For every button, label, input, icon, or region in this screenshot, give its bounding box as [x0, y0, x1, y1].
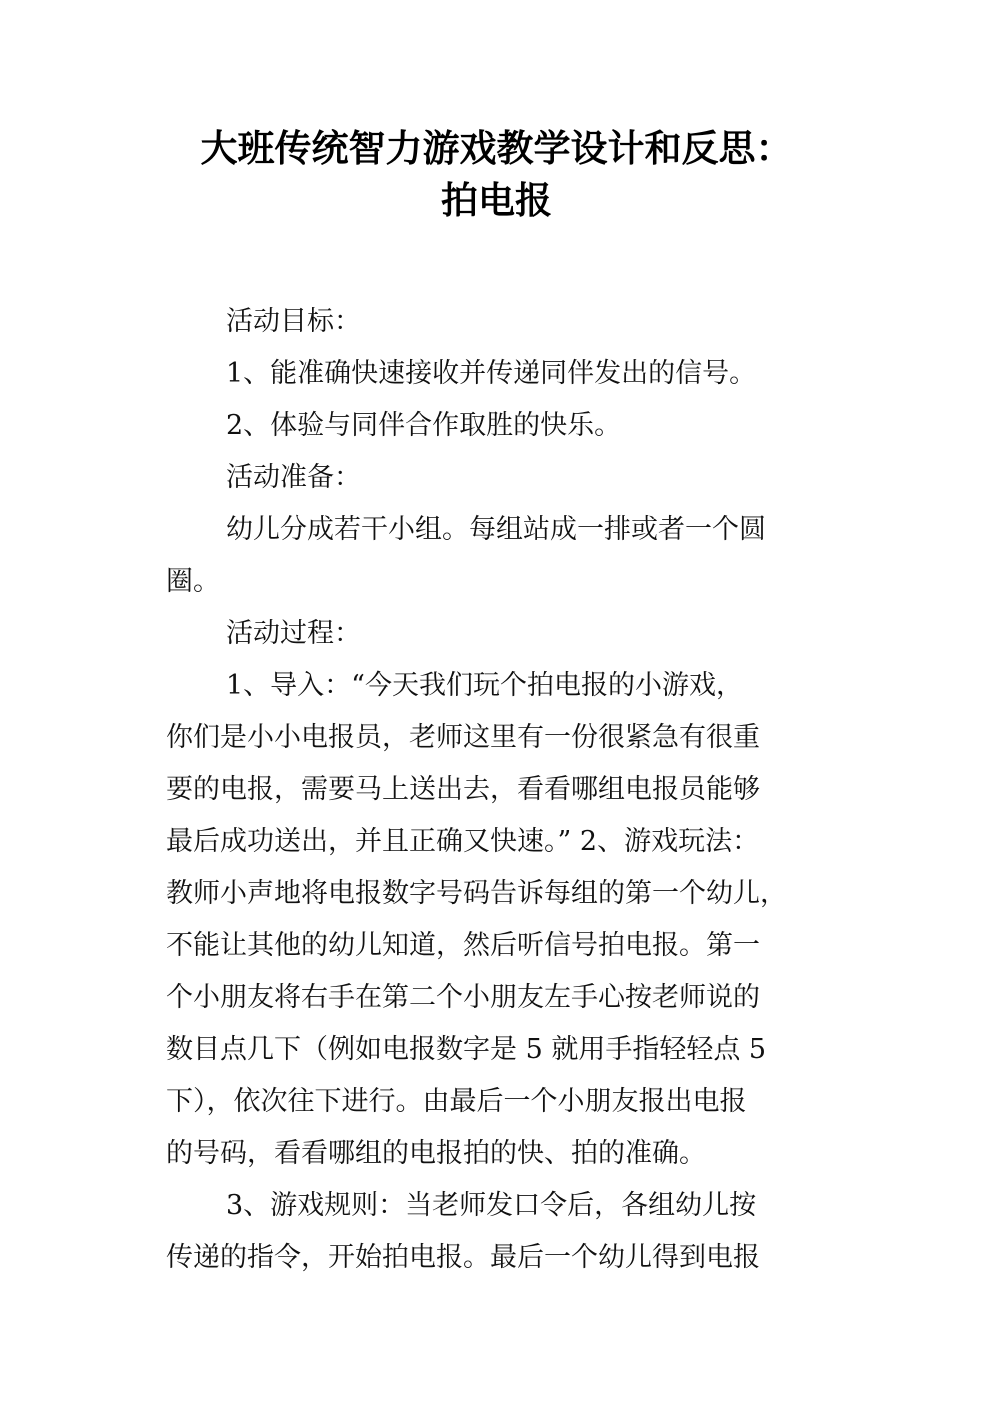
paragraph-line: 1、导入：“今天我们玩个拍电报的小游戏， — [226, 670, 743, 701]
paragraph-line: 数目点几下（例如电报数字是 5 就用手指轻轻点 5 — [166, 1034, 767, 1065]
paragraph-line: 的号码，看看哪组的电报拍的快、拍的准确。 — [166, 1138, 706, 1169]
paragraph-line: 1、能准确快速接收并传递同伴发出的信号。 — [226, 358, 757, 389]
paragraph-line: 个小朋友将右手在第二个小朋友左手心按老师说的 — [166, 982, 760, 1013]
paragraph-line: 不能让其他的幼儿知道，然后听信号拍电报。第一 — [166, 930, 760, 961]
paragraph-line: 教师小声地将电报数字号码告诉每组的第一个幼儿， — [166, 878, 787, 909]
section-heading-goals: 活动目标： — [226, 306, 361, 337]
document-title-line-1: 大班传统智力游戏教学设计和反思： — [200, 127, 793, 170]
paragraph-line: 要的电报，需要马上送出去，看看哪组电报员能够 — [166, 774, 760, 805]
paragraph-line: 最后成功送出，并且正确又快速。” 2、游戏玩法： — [166, 826, 760, 857]
section-heading-process: 活动过程： — [226, 618, 361, 649]
paragraph-line: 3、游戏规则：当老师发口令后，各组幼儿按 — [226, 1190, 757, 1221]
paragraph-line: 2、体验与同伴合作取胜的快乐。 — [226, 410, 622, 441]
paragraph-line: 你们是小小电报员，老师这里有一份很紧急有很重 — [166, 722, 760, 753]
document-body — [166, 296, 836, 1284]
paragraph-line: 下），依次往下进行。由最后一个小朋友报出电报 — [166, 1086, 747, 1117]
paragraph-line: 圈。 — [166, 566, 220, 597]
section-heading-preparation: 活动准备： — [226, 462, 361, 493]
paragraph-line: 传递的指令，开始拍电报。最后一个幼儿得到电报 — [166, 1242, 760, 1273]
paragraph-line: 幼儿分成若干小组。每组站成一排或者一个圆 — [226, 514, 766, 545]
document-title-line-2: 拍电报 — [441, 179, 552, 222]
